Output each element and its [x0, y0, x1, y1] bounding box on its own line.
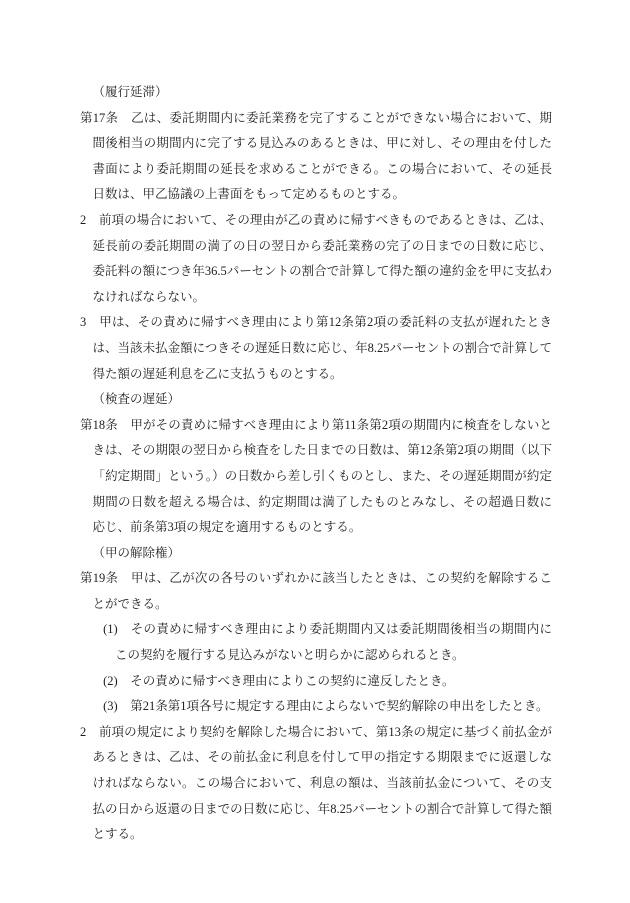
article-19-item-2: (2) その責めに帰すべき理由によりこの契約に違反したとき。 — [103, 673, 455, 688]
article-19: 第19条 甲は、乙が次の各号のいずれかに該当したときは、この契約を解除することができる。 — [80, 571, 552, 611]
heading-termination-right: （甲の解除権） — [92, 545, 181, 560]
article-19-para-2: 2 前項の規定により契約を解除した場合において、第13条の規定に基づく前払金があるときは、乙は、その前払金に利息を付して甲の指定する期限までに返還しなければならない。この場合において、利息の額は、当該前払金について、その支払の日から返還の日までの日数に応じ、年8.25パーセントの割合で計算して得た額とする。 — [80, 724, 552, 842]
article-17-para-3: 3 甲は、その責めに帰すべき理由により第12条第2項の委託料の支払が遅れたときは、当該未払金額につきその遅延日数に応じ、年8.25パーセントの割合で計算して得た額の遅延利息を乙に支払うものとする。 — [80, 315, 552, 381]
heading-performance-delay: （履行延滞） — [92, 85, 168, 99]
heading-inspection-delay: （検査の遅延） — [92, 392, 181, 407]
article-17: 第17条 乙は、委託期間内に委託業務を完了することができない場合において、期間後相当の期間内に完了する見込みのあるときは、甲に対し、その理由を付した書面により委託期間の延長を求めることができる。この場合において、その延長日数は、甲乙協議の上書面をもって定めるものとする。 — [80, 110, 552, 202]
article-19-item-3: (3) 第21条第1項各号に規定する理由によらないで契約解除の申出をしたとき。 — [103, 699, 549, 714]
contract-text-block — [80, 80, 552, 848]
article-18: 第18条 甲がその責めに帰すべき理由により第11条第2項の期間内に検査をしないときは、その期限の翌日から検査をした日までの日数は、第12条第2項の期間（以下「約定期間」という。）の日数から差し引くものとし、また、その遅延期間が約定期間の日数を超える場合は、約定期間は満了したものとみなし、その超過日数に応じ、前条第3項の規定を適用するものとする。 — [80, 417, 552, 535]
article-19-item-1: (1) その責めに帰すべき理由により委託期間内又は委託期間後相当の期間内にこの契約を履行する見込みがないと明らかに認められるとき。 — [103, 622, 552, 663]
article-17-para-2: 2 前項の場合において、その理由が乙の責めに帰すべきものであるときは、乙は、延長前の委託期間の満了の日の翌日から委託業務の完了の日までの日数に応じ、委託料の額につき年36.5パーセントの割合で計算して得た額の違約金を甲に支払わなければならない。 — [80, 212, 552, 304]
